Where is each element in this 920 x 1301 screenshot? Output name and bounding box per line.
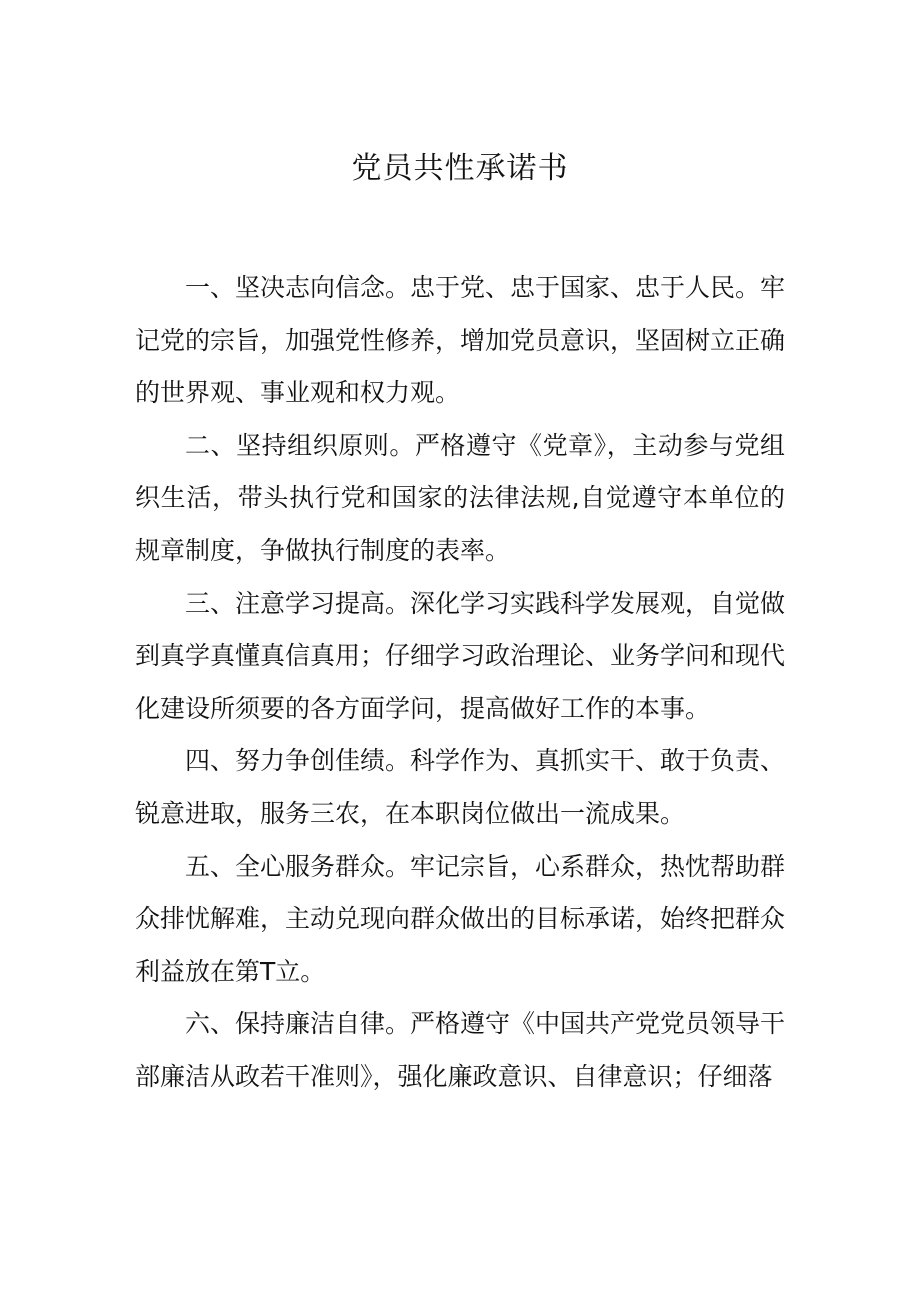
document-title: 党员共性承诺书 bbox=[351, 151, 569, 186]
commitment-paragraph-6: 六、保持廉洁自律。严格遵守《中国共产党党员领导干部廉洁从政若干准则》，强化廉政意识、自律意识；仔细落 bbox=[135, 1009, 786, 1091]
commitment-paragraph-1: 一、坚决志向信念。忠于党、忠于国家、忠于人民。牢记党的宗旨，加强党性修养，增加党员意识，坚固树立正确的世界观、事业观和权力观。 bbox=[135, 273, 786, 408]
commitment-paragraph-4: 四、努力争创佳绩。科学作为、真抓实干、敢于负责、锐意进取，服务三农，在本职岗位做出一流成果。 bbox=[135, 746, 786, 828]
document-body bbox=[135, 262, 785, 1104]
commitment-paragraph-5: 五、全心服务群众。牢记宗旨，心系群众，热忱帮助群众排忧解难，主动兑现向群众做出的目标承诺，始终把群众利益放在第T立。 bbox=[135, 851, 786, 986]
commitment-paragraph-2: 二、坚持组织原则。严格遵守《党章》，主动参与党组织生活，带头执行党和国家的法律法规,自觉遵守本单位的规章制度，争做执行制度的表率。 bbox=[135, 430, 785, 565]
commitment-paragraph-3: 三、注意学习提高。深化学习实践科学发展观，自觉做到真学真懂真信真用；仔细学习政治理论、业务学问和现代化建设所须要的各方面学问，提高做好工作的本事。 bbox=[135, 588, 786, 723]
